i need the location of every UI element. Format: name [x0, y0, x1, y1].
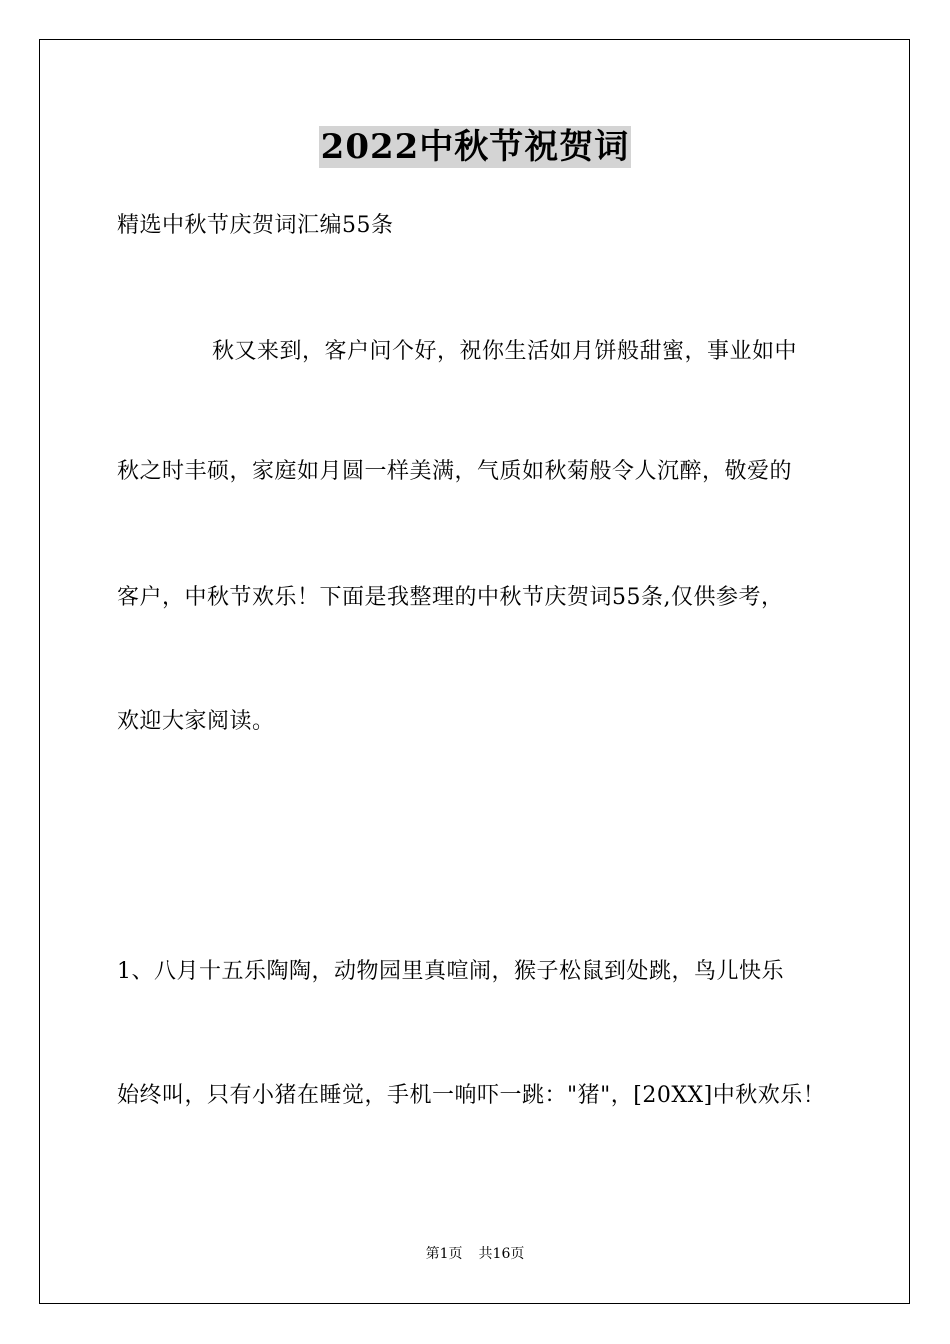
page-number: 第1页 [425, 1246, 463, 1262]
paragraph-1-line-3: 客户，中秋节欢乐！下面是我整理的中秋节庆贺词55条,仅供参考， [117, 585, 784, 610]
paragraph-1-line-4: 欢迎大家阅读。 [117, 709, 275, 734]
total-pages: 共16页 [478, 1246, 525, 1262]
paragraph-2-line-1: 1、八月十五乐陶陶，动物园里真喧闹，猴子松鼠到处跳，鸟儿快乐 [117, 959, 784, 984]
paragraph-1-line-2: 秋之时丰硕，家庭如月圆一样美满，气质如秋菊般令人沉醉，敬爱的 [117, 459, 793, 484]
document-title: 2022中秋节祝贺词 [320, 127, 630, 167]
paragraph-2-line-2: 始终叫，只有小猪在睡觉，手机一响吓一跳："猪"，[20XX]中秋欢乐！ [117, 1083, 826, 1108]
page-footer [0, 1245, 950, 1263]
document-subtitle: 精选中秋节庆贺词汇编55条 [117, 213, 394, 238]
paragraph-1-line-1: 秋又来到，客户问个好，祝你生活如月饼般甜蜜，事业如中 [212, 339, 798, 364]
title-container [0, 126, 950, 168]
